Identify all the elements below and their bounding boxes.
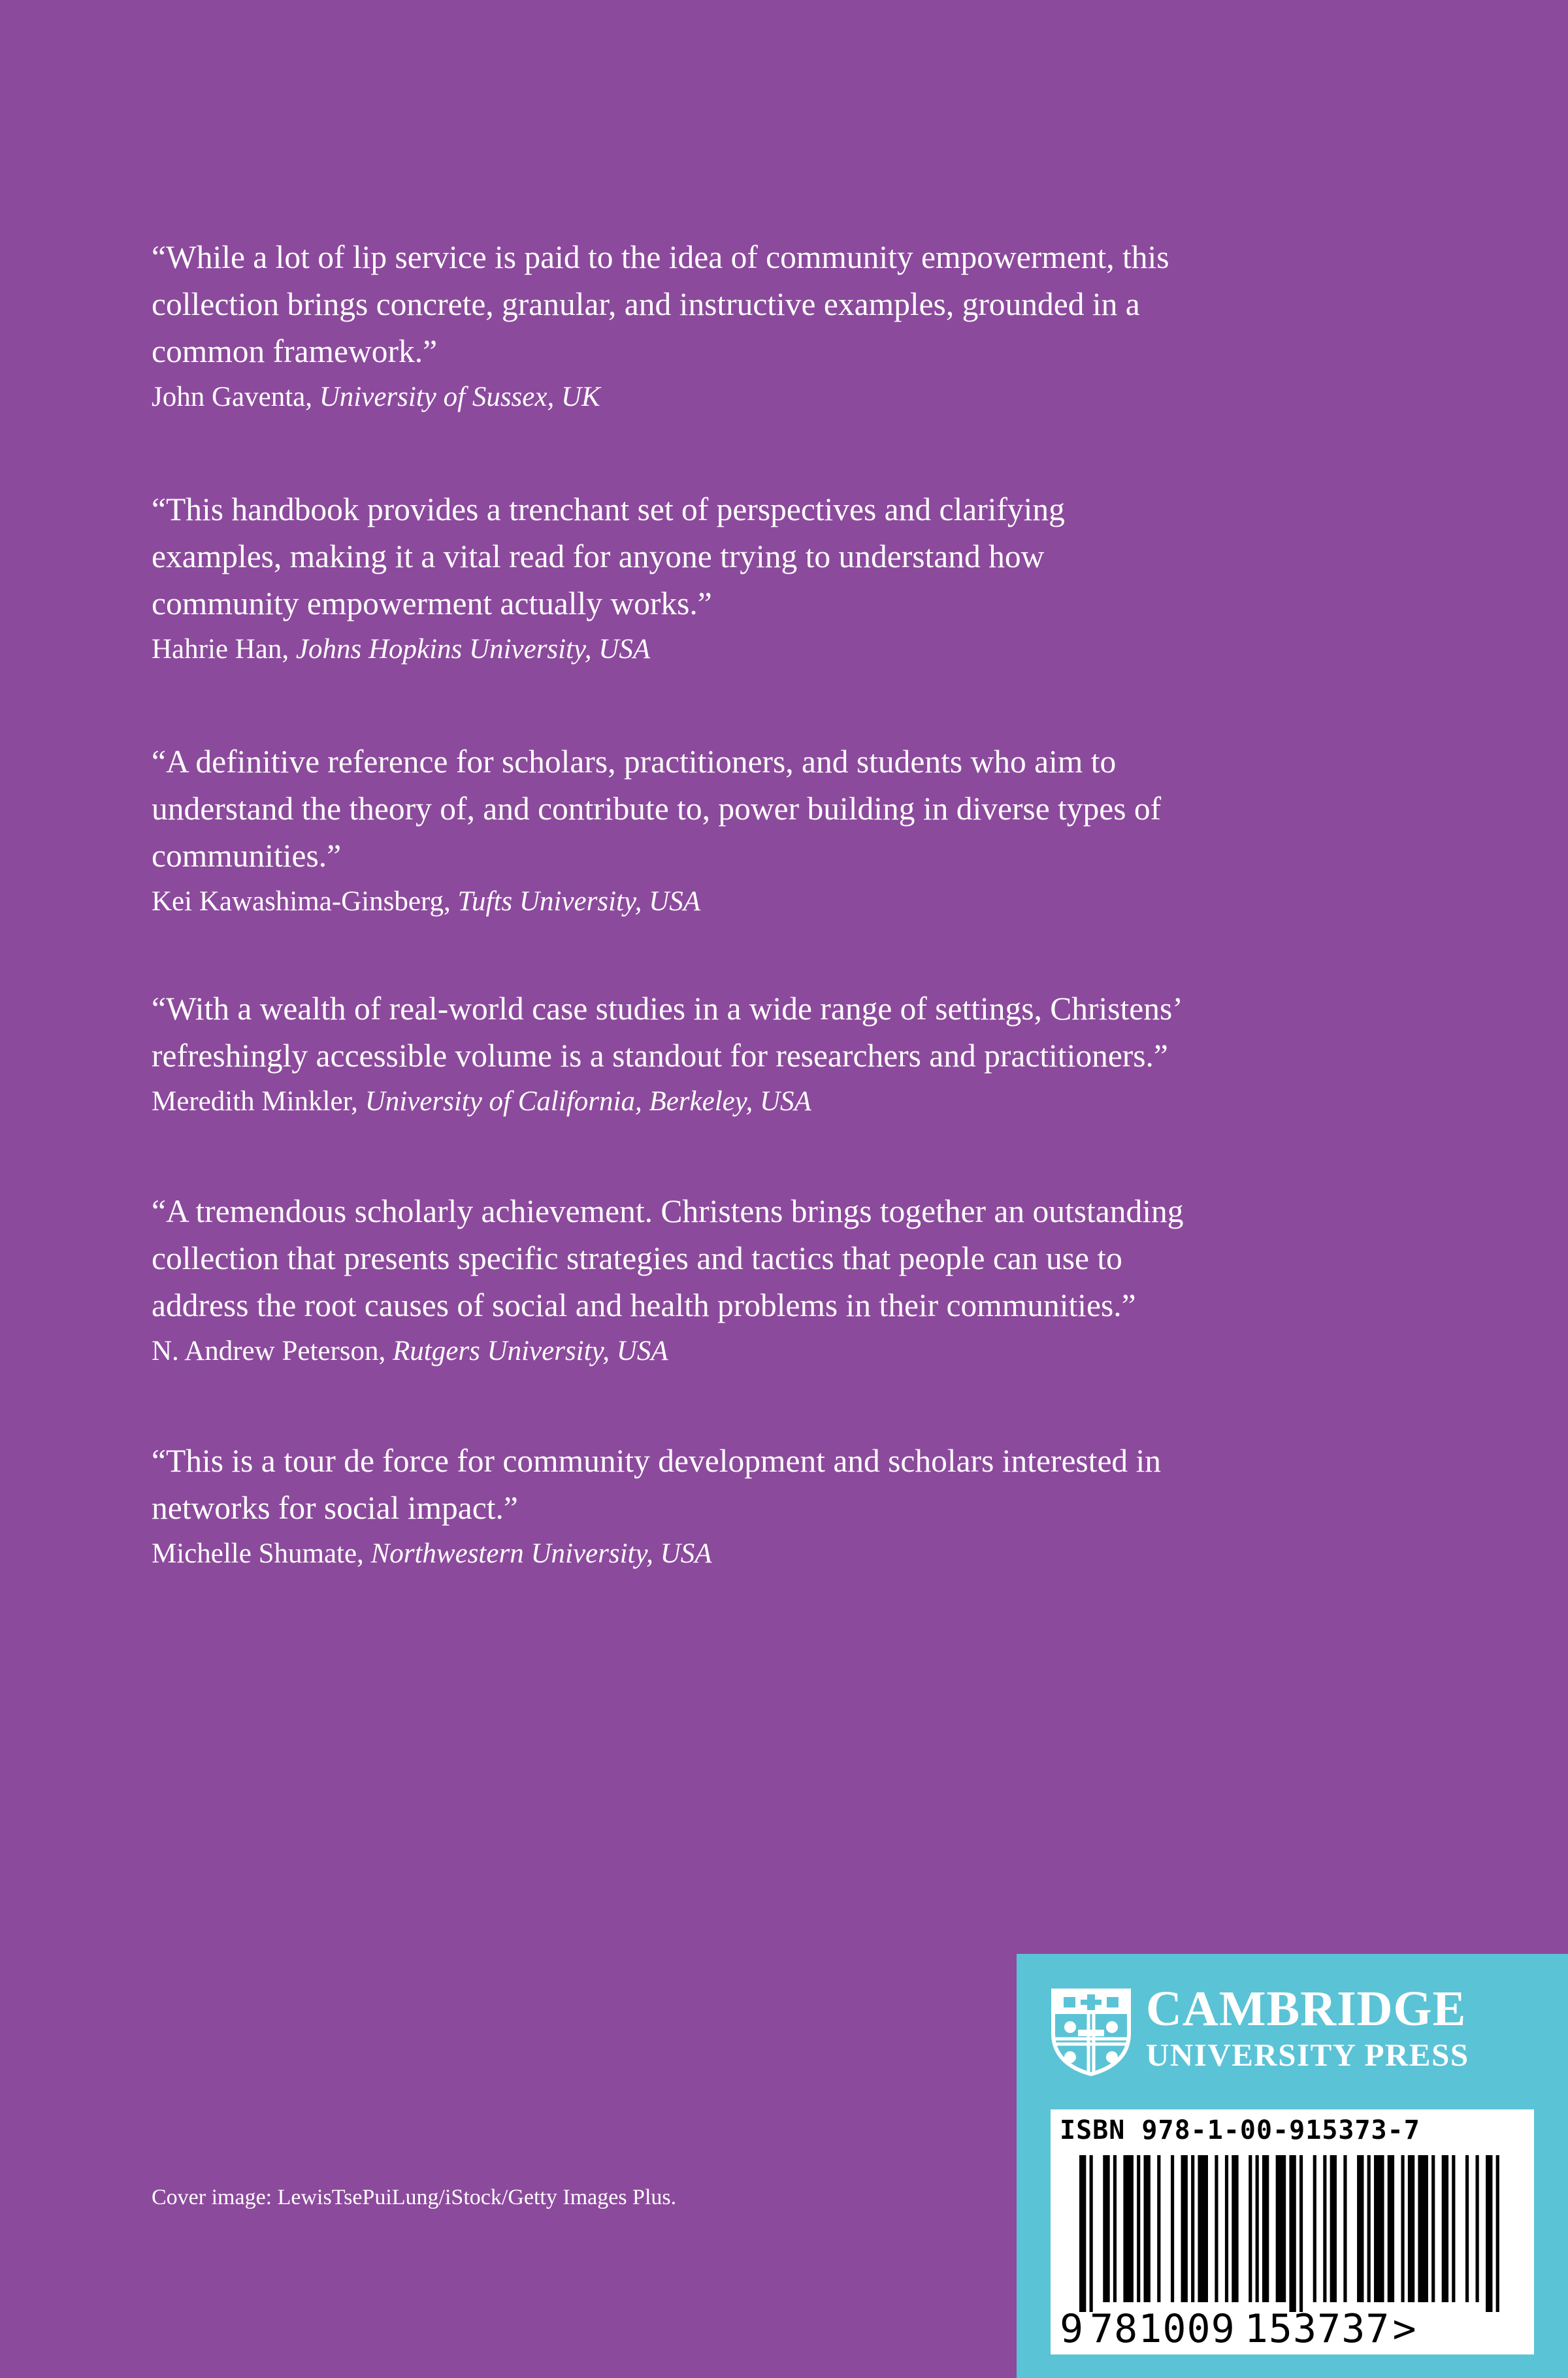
barcode-bar (1103, 2155, 1109, 2302)
barcode-bar (1401, 2155, 1404, 2302)
endorsement (152, 486, 1393, 670)
barcode-bar (1367, 2155, 1371, 2302)
barcode-bar (1232, 2155, 1238, 2302)
endorsement-attribution (152, 376, 1393, 418)
endorsement-author: Kei Kawashima-Ginsberg, (152, 886, 451, 917)
endorsement-attribution (152, 881, 1393, 923)
endorsement-quote: “A tremendous scholarly achievement. Christens brings together an outstanding collection that presents specific strategies and tactics that people can use to address the root causes of social and health problems in their communities.” (152, 1193, 1184, 1323)
endorsement-affiliation: Northwestern University, USA (370, 1538, 712, 1569)
publisher-wordmark (1146, 1981, 1469, 2074)
endorsement-quote: “A definitive reference for scholars, practitioners, and students who aim to understand the theory of, and contribute to, power building in diverse types of communities.” (152, 744, 1162, 874)
barcode-bar (1144, 2155, 1151, 2302)
barcode-bar (1496, 2155, 1499, 2312)
publisher-logo (1051, 1981, 1560, 2079)
barcode-bar (1465, 2155, 1469, 2302)
barcode-bar (1299, 2155, 1303, 2312)
barcode-left-group: 781009 (1090, 2306, 1235, 2352)
barcode-bar (1191, 2155, 1194, 2302)
barcode-bar (1157, 2155, 1160, 2302)
barcode-bar (1090, 2155, 1093, 2312)
barcode-bar (1123, 2155, 1134, 2302)
endorsement-quote: “This is a tour de force for community development and scholars interested in networks for social impact.” (152, 1443, 1162, 1526)
barcode-bar (1215, 2155, 1218, 2302)
endorsement-author: Michelle Shumate, (152, 1538, 364, 1569)
cover-image-credit: Cover image: LewisTsePuiLung/iStock/Getty Images Plus. (152, 2185, 677, 2209)
endorsement-affiliation: Tufts University, USA (457, 886, 700, 917)
endorsement-author: Meredith Minkler, (152, 1086, 358, 1117)
endorsement-quote: “While a lot of lip service is paid to the idea of community empowerment, this collection brings concrete, granular, and instructive examples, grounded in a common framework.” (152, 239, 1169, 369)
barcode-bar (1225, 2155, 1228, 2302)
endorsement-attribution (152, 1330, 1393, 1372)
barcode-bar (1452, 2155, 1455, 2302)
barcode-bar (1198, 2155, 1208, 2302)
endorsement-affiliation: University of Sussex, UK (319, 382, 600, 412)
barcode-bar (1476, 2155, 1479, 2302)
barcode-bar (1343, 2155, 1347, 2302)
endorsement-quote: “This handbook provides a trenchant set of perspectives and clarifying examples, making it a vital read for anyone trying to understand how community empowerment actually works.” (152, 491, 1065, 621)
barcode-bar (1276, 2155, 1286, 2302)
barcode-bar (1486, 2155, 1492, 2312)
endorsement-attribution (152, 1081, 1393, 1123)
barcode-bar (1323, 2155, 1326, 2302)
endorsement (152, 1188, 1393, 1372)
isbn-barcode (1051, 2109, 1534, 2354)
publisher-name: CAMBRIDGE (1146, 1981, 1467, 2036)
endorsement-author: Hahrie Han, (152, 634, 289, 665)
barcode-bar (1137, 2155, 1140, 2302)
endorsement-attribution (152, 1533, 1393, 1575)
endorsement-author: John Gaventa, (152, 382, 312, 412)
barcode-bar (1418, 2155, 1428, 2302)
endorsements (152, 234, 1393, 1643)
endorsement (152, 985, 1393, 1123)
barcode-bar (1374, 2155, 1384, 2302)
barcode-bar (1408, 2155, 1414, 2302)
barcode-bar (1171, 2155, 1174, 2302)
barcode-bar (1181, 2155, 1188, 2302)
barcode-bar (1388, 2155, 1394, 2302)
barcode-bar (1313, 2155, 1316, 2302)
barcode-right-group: 153737 (1244, 2306, 1390, 2352)
barcode-first-digit: 9 (1060, 2306, 1085, 2352)
barcode-bar (1113, 2155, 1117, 2302)
endorsement-attribution (152, 629, 1393, 670)
barcode-bars (1079, 2155, 1503, 2312)
publisher-subname: UNIVERSITY PRESS (1146, 2037, 1469, 2073)
endorsement (152, 234, 1393, 418)
isbn-label: ISBN 978-1-00-915373-7 (1060, 2115, 1420, 2145)
barcode-bar (1249, 2155, 1252, 2302)
endorsement-quote: “With a wealth of real-world case studies in a wide range of settings, Christens’ refreshingly accessible volume is a standout for researchers and practitioners.” (152, 991, 1183, 1074)
barcode-bar (1330, 2155, 1337, 2302)
endorsement (152, 1438, 1393, 1575)
endorsement-affiliation: Rutgers University, USA (393, 1336, 668, 1366)
cambridge-crest-icon (1051, 1988, 1132, 2077)
endorsement (152, 738, 1393, 923)
barcode-bar (1289, 2155, 1296, 2312)
endorsement-affiliation: Johns Hopkins University, USA (295, 634, 651, 665)
barcode-bar (1256, 2155, 1259, 2302)
endorsement-author: N. Andrew Peterson, (152, 1336, 386, 1366)
barcode-bar (1357, 2155, 1364, 2302)
barcode-bar (1431, 2155, 1435, 2302)
publisher-panel (1017, 1954, 1568, 2378)
barcode-bar (1262, 2155, 1269, 2302)
barcode-digits (1060, 2305, 1417, 2353)
barcode-bar (1079, 2155, 1086, 2312)
barcode-bar (1442, 2155, 1448, 2302)
barcode-quiet-zone-marker: > (1392, 2306, 1417, 2352)
endorsement-affiliation: University of California, Berkeley, USA (365, 1086, 811, 1117)
